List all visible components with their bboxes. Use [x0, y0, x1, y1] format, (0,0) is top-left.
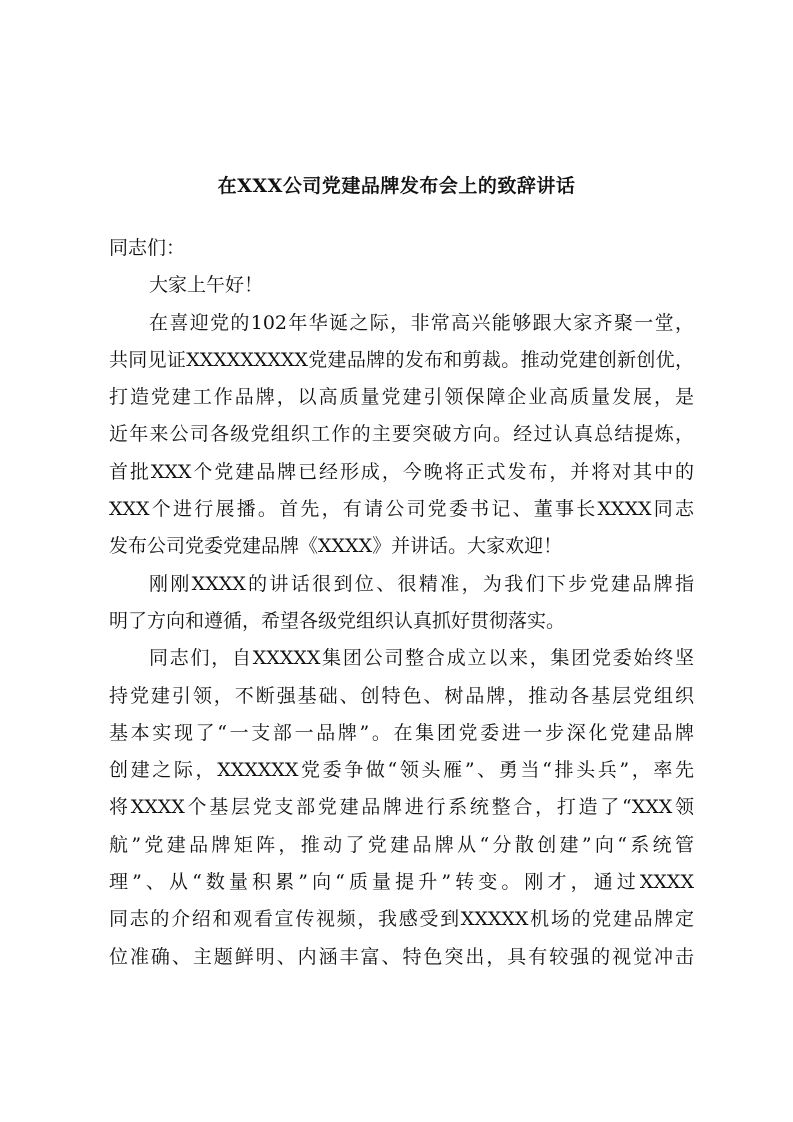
- body-line: 基本实现了“一支部一品牌”。在集团党委进一步深化党建品牌: [109, 721, 694, 744]
- body-line: 创建之际，XXXXXX党委争做“领头雁”、勇当“排头兵”，率先: [109, 759, 694, 782]
- body-line: 大家上午好！: [149, 274, 264, 297]
- body-line: 持党建引领，不断强基础、创特色、树品牌，推动各基层党组织: [109, 684, 694, 707]
- body-line: 打造党建工作品牌，以高质量党建引领保障企业高质量发展，是: [109, 386, 694, 409]
- body-line: 刚刚XXXX的讲话很到位、很精准，为我们下步党建品牌指: [149, 572, 694, 595]
- document-body: [109, 230, 694, 976]
- body-line: 航”党建品牌矩阵，推动了党建品牌从“分散创建”向“系统管: [109, 833, 694, 856]
- body-line: 发布公司党委党建品牌《XXXX》并讲话。大家欢迎！: [109, 535, 563, 558]
- body-line: 共同见证XXXXXXXXX党建品牌的发布和剪裁。推动党建创新创优，: [109, 348, 694, 371]
- body-line: 将XXXX个基层党支部党建品牌进行系统整合，打造了“XXX领: [109, 796, 694, 819]
- document-title: 在XXX公司党建品牌发布会上的致辞讲话: [217, 175, 576, 197]
- body-line: 同志的介绍和观看宣传视频，我感受到XXXXX机场的党建品牌定: [109, 908, 694, 931]
- body-line: 在喜迎党的102年华诞之际，非常高兴能够跟大家齐聚一堂，: [149, 311, 694, 334]
- body-line: 理”、从“数量积累”向“质量提升”转变。刚才，通过XXXX: [109, 871, 694, 894]
- body-line: 位准确、主题鲜明、内涵丰富、特色突出，具有较强的视觉冲击: [109, 945, 694, 968]
- body-line: XXX个进行展播。首先，有请公司党委书记、董事长XXXX同志: [109, 498, 694, 521]
- body-line: 首批XXX个党建品牌已经形成，今晚将正式发布，并将对其中的: [109, 460, 694, 483]
- body-line: 明了方向和遵循，希望各级党组织认真抓好贯彻落实。: [109, 609, 566, 632]
- body-line: 同志们，自XXXXX集团公司整合成立以来，集团党委始终坚: [149, 647, 694, 670]
- body-line: 同志们：: [109, 237, 186, 259]
- body-line: 近年来公司各级党组织工作的主要突破方向。经过认真总结提炼，: [109, 423, 694, 446]
